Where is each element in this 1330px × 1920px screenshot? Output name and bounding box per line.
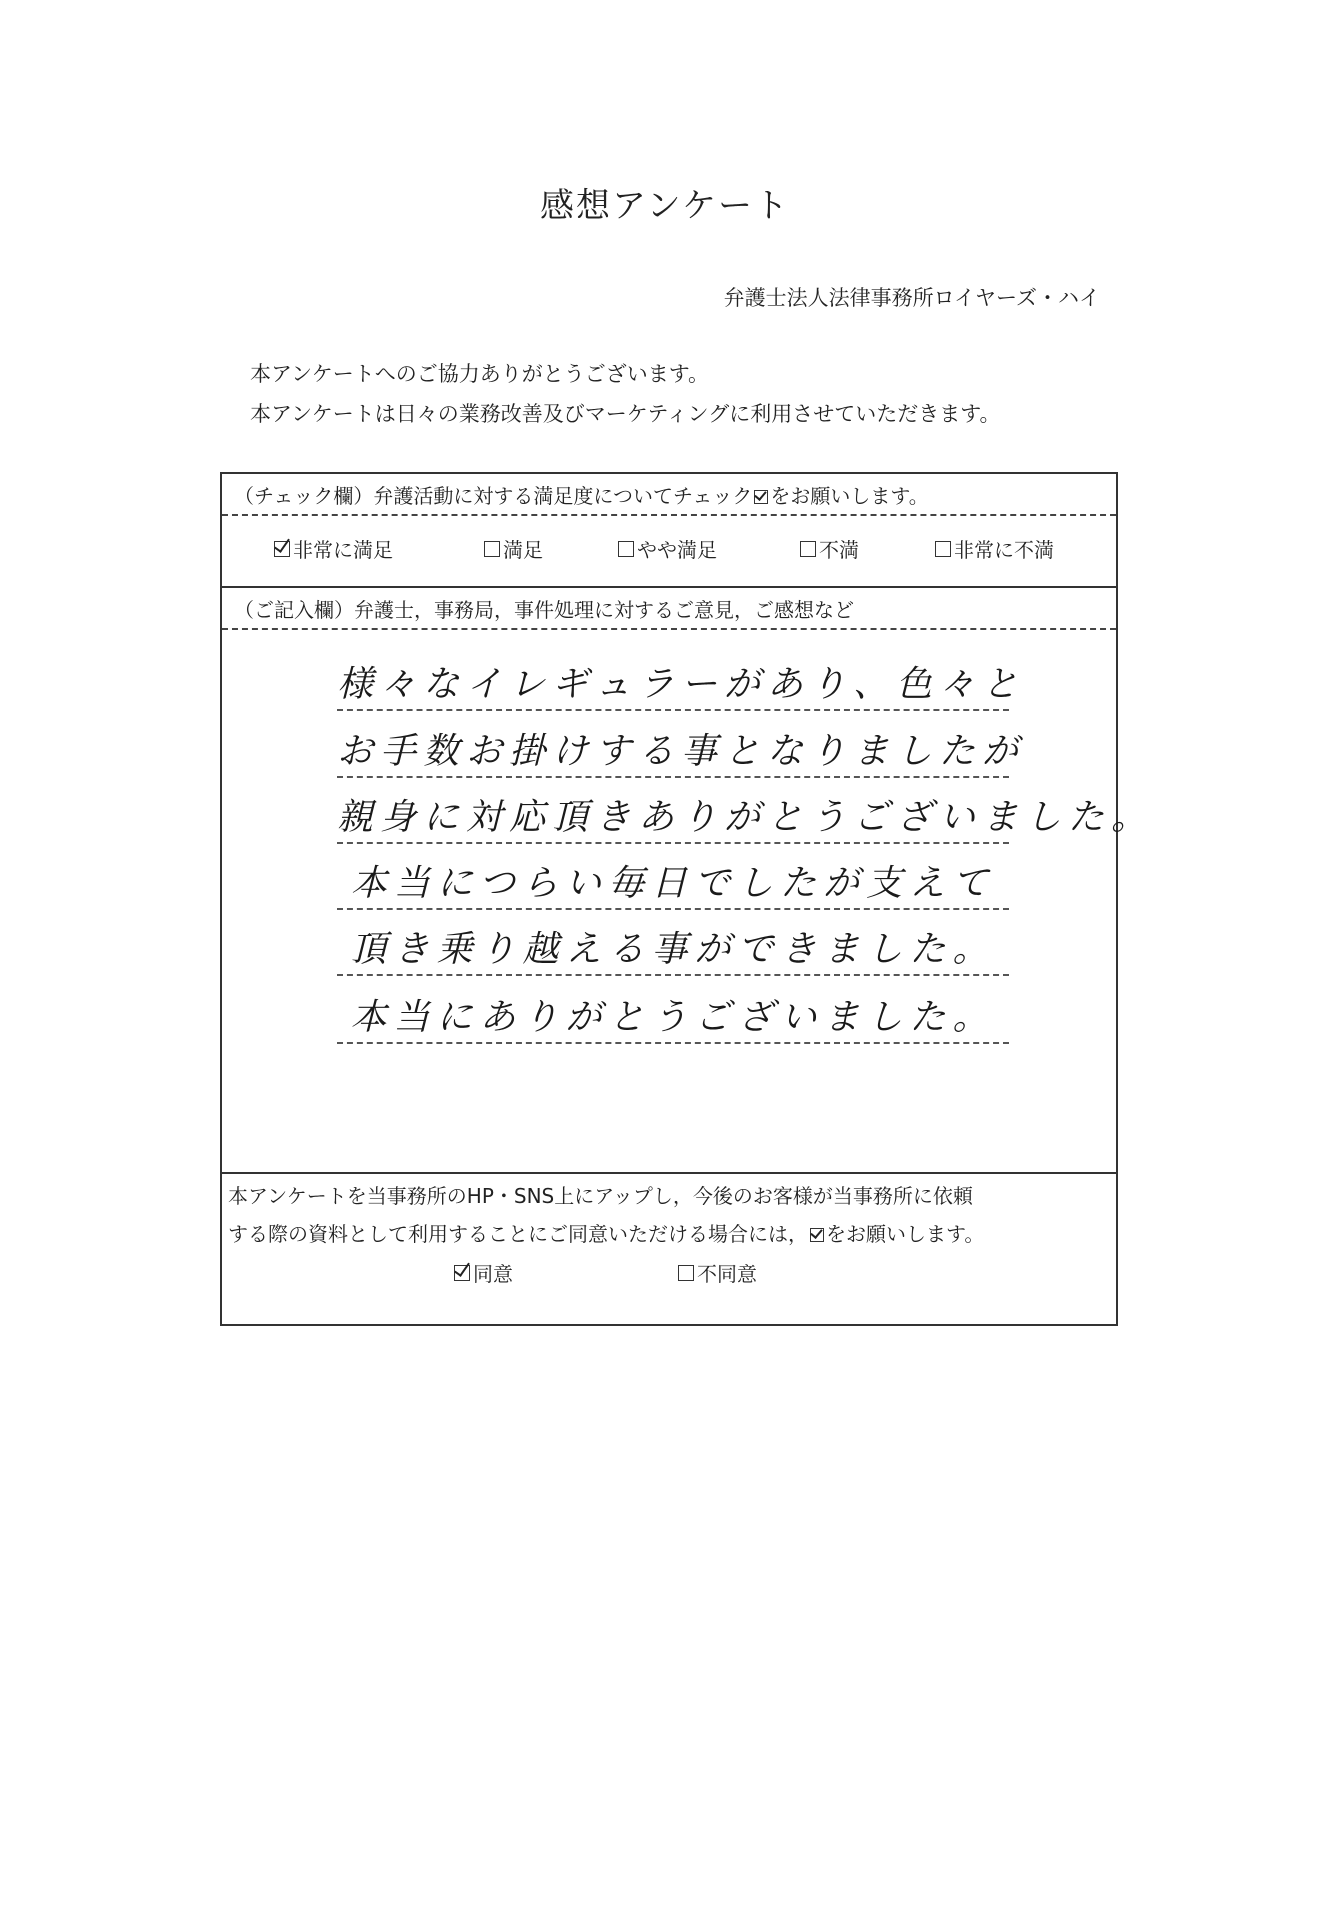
consent-line-1: 本アンケートを当事務所のHP・SNS上にアップし，今後のお客様が当事務所に依頼 bbox=[228, 1184, 973, 1208]
checkbox-icon[interactable] bbox=[800, 541, 816, 557]
option-label: 不同意 bbox=[697, 1262, 757, 1286]
handwritten-text: 本当につらい毎日でしたが支えて bbox=[350, 863, 996, 904]
checkbox-checked-icon[interactable] bbox=[454, 1265, 470, 1281]
checkmark-box-icon bbox=[754, 490, 768, 504]
handwritten-line bbox=[337, 782, 1155, 844]
intro-line-1: 本アンケートへのご協力ありがとうございます。 bbox=[250, 362, 710, 386]
satisfaction-heading-suffix: をお願いします。 bbox=[770, 484, 929, 508]
survey-form bbox=[220, 472, 1155, 1326]
handwritten-text: お手数お掛けする事となりましたが bbox=[337, 731, 1026, 772]
handwritten-line bbox=[337, 649, 1026, 711]
handwritten-line bbox=[337, 914, 1009, 976]
option-label: 不満 bbox=[819, 538, 859, 562]
checkmark-box-icon bbox=[810, 1228, 824, 1242]
option-somewhat-satisfied[interactable] bbox=[618, 534, 717, 563]
checkbox-checked-icon[interactable] bbox=[274, 541, 290, 557]
comments-heading: （ご記入欄）弁護士，事務局，事件処理に対するご意見，ご感想など bbox=[234, 598, 854, 622]
checkbox-icon[interactable] bbox=[484, 541, 500, 557]
consent-line-2 bbox=[228, 1218, 984, 1247]
handwritten-line bbox=[337, 848, 1009, 910]
handwritten-text: 頂き乗り越える事ができました。 bbox=[350, 929, 996, 970]
handwritten-line bbox=[337, 982, 1009, 1044]
option-label: 同意 bbox=[473, 1262, 513, 1286]
firm-name: 弁護士法人法律事務所ロイヤーズ・ハイ bbox=[723, 286, 1100, 310]
option-very-satisfied[interactable] bbox=[274, 534, 393, 563]
satisfaction-heading bbox=[234, 480, 929, 509]
option-label: 非常に不満 bbox=[954, 538, 1054, 562]
checkbox-icon[interactable] bbox=[935, 541, 951, 557]
option-agree[interactable] bbox=[454, 1258, 513, 1287]
option-label: やや満足 bbox=[637, 538, 717, 562]
consent-line-2-suffix: をお願いします。 bbox=[826, 1222, 985, 1246]
option-dissatisfied[interactable] bbox=[800, 534, 859, 563]
section-divider bbox=[222, 1172, 1116, 1174]
option-label: 非常に満足 bbox=[293, 538, 393, 562]
checkbox-icon[interactable] bbox=[618, 541, 634, 557]
handwritten-text: 様々なイレギュラーがあり、色々と bbox=[337, 664, 1026, 705]
satisfaction-heading-text: （チェック欄）弁護活動に対する満足度についてチェック bbox=[234, 484, 753, 508]
page-title: 感想アンケート bbox=[540, 186, 790, 226]
handwritten-text: 本当にありがとうございました。 bbox=[350, 997, 996, 1038]
handwritten-line bbox=[337, 716, 1026, 778]
section-divider bbox=[222, 586, 1116, 588]
consent-line-2-text: する際の資料として利用することにご同意いただける場合には， bbox=[228, 1222, 808, 1246]
option-satisfied[interactable] bbox=[484, 534, 543, 563]
intro-line-2: 本アンケートは日々の業務改善及びマーケティングに利用させていただきます。 bbox=[250, 402, 1001, 426]
divider bbox=[222, 514, 1116, 516]
option-disagree[interactable] bbox=[678, 1258, 757, 1287]
divider bbox=[222, 628, 1116, 630]
option-label: 満足 bbox=[503, 538, 543, 562]
handwritten-text: 親身に対応頂きありがとうございました。 bbox=[337, 797, 1155, 838]
checkbox-icon[interactable] bbox=[678, 1265, 694, 1281]
option-very-dissatisfied[interactable] bbox=[935, 534, 1054, 563]
